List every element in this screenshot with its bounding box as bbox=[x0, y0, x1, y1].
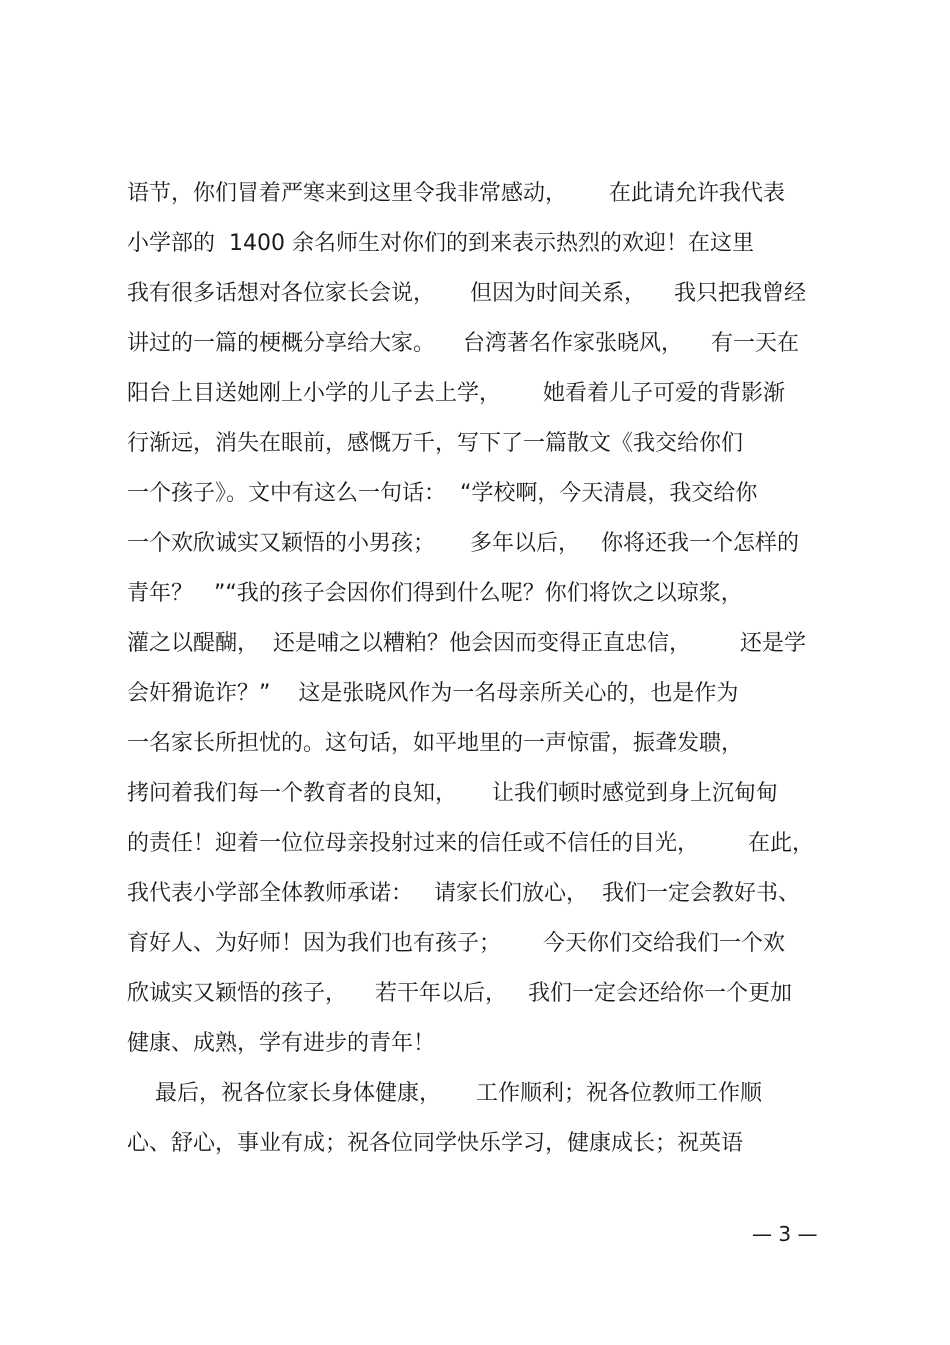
text-line: 语节，你们冒着严寒来到这里令我非常感动， 在此请允许我代表 bbox=[127, 181, 785, 206]
text-line: 一个孩子》。文中有这么一句话： “学校啊，今天清晨，我交给你 bbox=[127, 481, 758, 506]
page-number: — 3 — bbox=[752, 1222, 818, 1246]
text-line: 行渐远，消失在眼前，感慨万千，写下了一篇散文《我交给你们 bbox=[127, 431, 744, 456]
text-line: 小学部的 1400 余名师生对你们的到来表示热烈的欢迎！在这里 bbox=[127, 231, 754, 256]
text-line: 心、舒心，事业有成；祝各位同学快乐学习，健康成长；祝英语 bbox=[127, 1131, 744, 1156]
text-line: 阳台上目送她刚上小学的儿子去上学， 她看着儿子可爱的背影渐 bbox=[127, 381, 785, 406]
text-line: 欣诚实又颖悟的孩子， 若干年以后， 我们一定会还给你一个更加 bbox=[127, 981, 792, 1006]
text-line: 讲过的一篇的梗概分享给大家。 台湾著名作家张晓风， 有一天在 bbox=[127, 331, 799, 356]
text-line: 一个欢欣诚实又颖悟的小男孩； 多年以后， 你将还我一个怎样的 bbox=[127, 531, 799, 556]
text-line: 一名家长所担忧的。这句话，如平地里的一声惊雷，振聋发聩， bbox=[127, 731, 744, 756]
text-line: 拷问着我们每一个教育者的良知， 让我们顿时感觉到身上沉甸甸 bbox=[127, 781, 778, 806]
text-line: 青年？ ”“我的孩子会因你们得到什么呢？你们将饮之以琼浆， bbox=[127, 581, 743, 606]
text-line: 最后，祝各位家长身体健康， 工作顺利；祝各位教师工作顺 bbox=[127, 1081, 762, 1106]
text-line: 灌之以醍醐， 还是哺之以糟粕？他会因而变得正直忠信， 还是学 bbox=[127, 631, 806, 656]
body-text bbox=[127, 172, 847, 1172]
text-line: 健康、成熟，学有进步的青年！ bbox=[127, 1031, 436, 1056]
text-line: 会奸猾诡诈？” 这是张晓风作为一名母亲所关心的，也是作为 bbox=[127, 681, 739, 706]
text-line: 我有很多话想对各位家长会说， 但因为时间关系， 我只把我曾经 bbox=[127, 281, 806, 306]
text-line: 我代表小学部全体教师承诺： 请家长们放心， 我们一定会教好书、 bbox=[127, 881, 800, 906]
text-line: 的责任！迎着一位位母亲投射过来的信任或不信任的目光， 在此， bbox=[127, 831, 814, 856]
text-line: 育好人、为好师！因为我们也有孩子； 今天你们交给我们一个欢 bbox=[127, 931, 785, 956]
